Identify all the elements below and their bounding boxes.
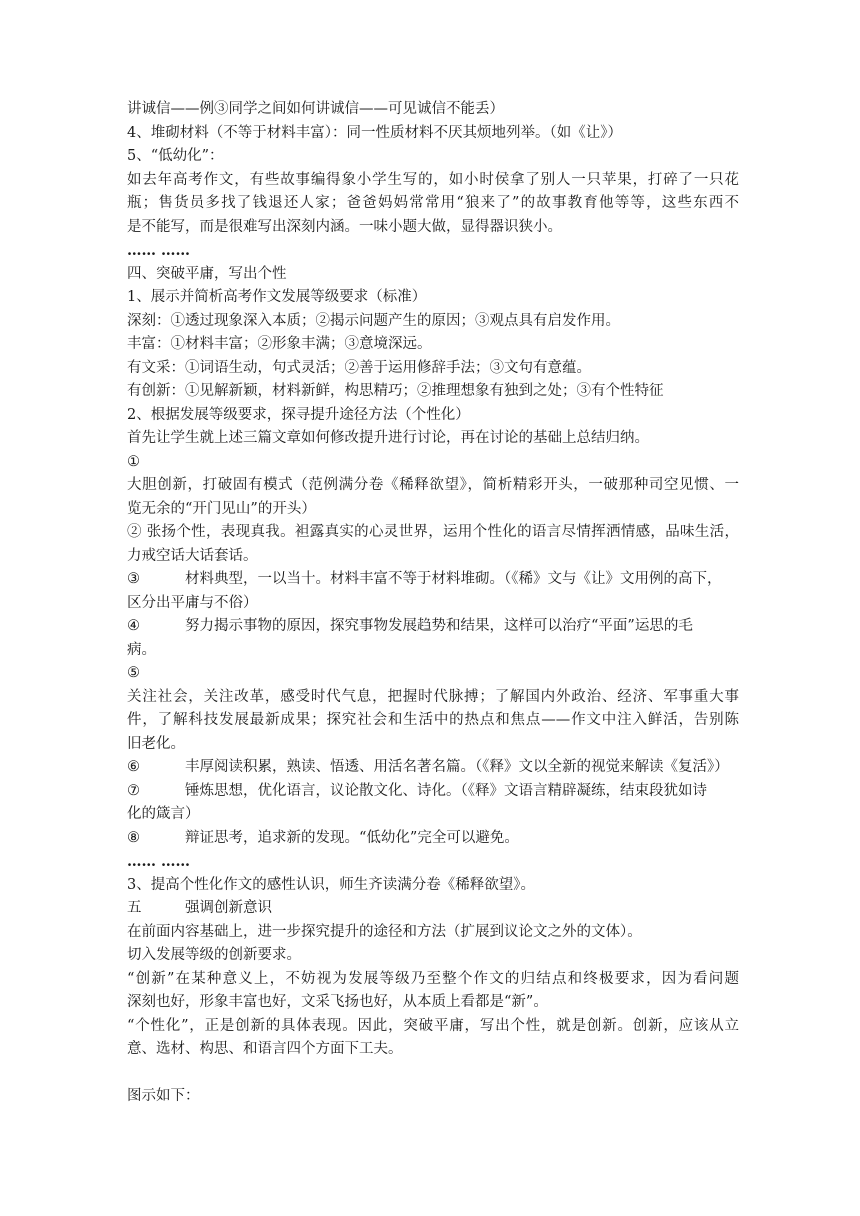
text-line: 3、提高个性化作文的感性认识，师生齐读满分卷《稀释欲望》。	[127, 876, 535, 893]
text-line: 首先让学生就上述三篇文章如何修改提升进行讨论，再在讨论的基础上总结归纳。	[127, 430, 649, 446]
text-line: 力戒空话大话套话。	[127, 547, 258, 564]
text-line: 如去年高考作文，有些故事编得象小学生写的，如小时侯拿了别人一只苹果，打碎了一只花	[127, 171, 739, 188]
text-line: 图示如下：	[127, 1088, 200, 1104]
text-line: 丰富：①材料丰富；②形象丰满；③意境深远。	[127, 336, 432, 352]
text-line: 是不能写，而是很难写出深刻内涵。一味小题大做，显得器识狭小。	[127, 218, 562, 235]
list-marker: ⑥	[127, 759, 140, 775]
text-line: 件，了解科技发展最新成果；探究社会和生活中的热点和焦点——作文中注入鲜活，告别陈	[127, 712, 739, 728]
list-item	[127, 615, 739, 639]
document-body	[127, 98, 739, 1109]
text-line: 4、堆砌材料（不等于材料丰富）：同一性质材料不厌其烦地列举。（如《让》）	[127, 124, 622, 141]
section-heading: 四、突破平庸，写出个性	[127, 265, 287, 282]
text-line: 关注社会，关注改革，感受时代气息，把握时代脉搏；了解国内外政治、经济、军事重大事	[127, 688, 739, 705]
text-line: 在前面内容基础上，进一步探究提升的途径和方法（扩展到议论文之外的文体）。	[127, 923, 642, 940]
list-marker: ⑦	[127, 782, 140, 799]
text-line: 5、“低幼化”：	[127, 148, 224, 164]
list-item-text: 辩证思考，追求新的发现。“低幼化”完全可以避免。	[185, 829, 519, 846]
list-item	[127, 780, 739, 804]
list-item	[127, 827, 739, 851]
text-line: 讲诚信——例③同学之间如何讲诚信——可见诚信不能丢）	[127, 101, 504, 117]
text-line: ② 张扬个性，表现真我。袒露真实的心灵世界，运用个性化的语言尽情挥洒情感，品味生活，	[127, 524, 739, 540]
text-line: 览无余的“开门见山”的开头）	[127, 500, 316, 517]
list-item-text: 努力揭示事物的原因，探究事物发展趋势和结果，这样可以治疗“平面”运思的毛	[185, 618, 693, 634]
list-item-text: 丰厚阅读积累，熟读、悟透、用活名著名篇。（《释》文以全新的视觉来解读《复活》）	[185, 759, 729, 775]
section-number: 五	[127, 900, 142, 916]
list-marker: ③	[127, 571, 140, 587]
text-line: 病。	[127, 641, 156, 658]
list-marker: ④	[127, 618, 140, 634]
text-line: 深刻也好，形象丰富也好，文采飞扬也好，从本质上看都是“新”。	[127, 994, 548, 1010]
text-line: 深刻：①透过现象深入本质；②揭示问题产生的原因；③观点具有启发作用。	[127, 312, 620, 329]
text-line: 大胆创新，打破固有模式（范例满分卷《稀释欲望》，简析精彩开头，一破那种司空见惯、一	[127, 477, 739, 493]
text-line: 化的箴言）	[127, 806, 200, 822]
list-item	[127, 756, 739, 780]
text-line: 意、选材、构思、和语言四个方面下工夫。	[127, 1041, 403, 1057]
text-line: 旧老化。	[127, 735, 185, 752]
text-line: 有文采：①词语生动，句式灵活；②善于运用修辞手法；③文句有意蕴。	[127, 359, 591, 376]
text-line: 切入发展等级的创新要求。	[127, 947, 301, 963]
list-marker: ⑧	[127, 829, 140, 846]
text-line: “个性化”，正是创新的具体表现。因此，突破平庸，写出个性，就是创新。创新，应该从立	[127, 1017, 739, 1034]
list-marker: ①	[127, 453, 140, 470]
text-line: “创新”在某种意义上，不妨视为发展等级乃至整个作文的归结点和终极要求，因为看问题	[127, 970, 739, 987]
text-line: 区分出平庸与不俗）	[127, 594, 258, 611]
list-marker: ⑤	[127, 665, 140, 681]
section-heading	[127, 897, 739, 921]
text-line: 有创新：①见解新颖，材料新鲜，构思精巧；②推理想象有独到之处；③有个性特征	[127, 383, 664, 399]
text-line: 瓶；售货员多找了钱退还人家；爸爸妈妈常常用“狼来了”的故事教育他等等，这些东西不	[127, 195, 739, 211]
list-item-text: 锤炼思想，优化语言，议论散文化、诗化。（《释》文语言精辟凝练，结束段犹如诗	[185, 782, 707, 799]
section-title: 强调创新意识	[185, 900, 272, 916]
list-item-text: 材料典型，一以当十。材料丰富不等于材料堆砌。（《稀》文与《让》文用例的高下，	[185, 571, 722, 587]
ellipsis-line: …… ……	[127, 242, 191, 259]
text-line: 1、展示并简析高考作文发展等级要求（标准）	[127, 289, 427, 305]
list-item	[127, 568, 739, 592]
blank-line	[127, 1062, 739, 1086]
text-line: 2、根据发展等级要求，探寻提升途径方法（个性化）	[127, 406, 470, 423]
ellipsis-line: …… ……	[127, 853, 191, 870]
